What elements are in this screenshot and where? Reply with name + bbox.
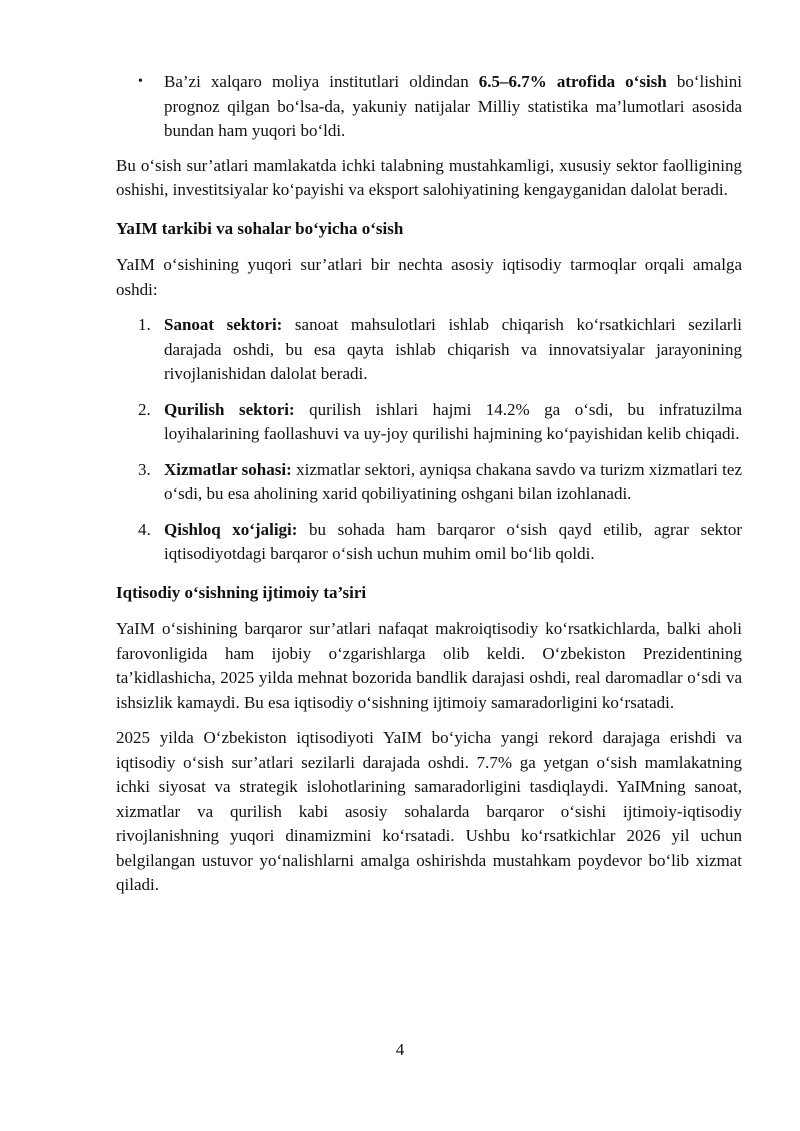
bullet-icon: • — [138, 74, 143, 89]
list-number: 3. — [138, 459, 151, 479]
document-page — [116, 70, 742, 909]
list-item — [116, 458, 742, 507]
list-item — [116, 70, 742, 144]
list-item-text: sanoat mahsulotlari ishlab chiqarish ko‘rsatkichlari sezilarli darajada oshdi, bu esa qayta ishlab chiqarish va innovatsiyalar jarayonining rivojlanishidan dalolat beradi. — [164, 315, 742, 383]
sectors-list — [116, 313, 742, 567]
list-item-text: xizmatlar sektori, ayniqsa chakana savdo va turizm xizmatlari tez o‘sdi, bu esa aholining xarid qobiliyatining oshgani bilan izohlanadi. — [164, 459, 742, 503]
list-item — [116, 313, 742, 387]
paragraph-structure: YaIM o‘sishining yuqori sur’atlari bir nechta asosiy iqtisodiy tarmoqlar orqali amalga oshdi: — [116, 255, 742, 299]
bullet-text-end: bo‘lishini prognoz qilgan bo‘lsa-da, yakuniy natijalar Milliy statistika ma’lumotlari asosida bundan ham yuqori bo‘ldi. — [164, 72, 742, 140]
paragraph-growth: Bu o‘sish sur’atlari mamlakatda ichki talabning mustahkamligi, xususiy sektor faolligining oshishi, investitsiyalar ko‘payishi va eksport salohiyatining kengayganidan dalolat beradi. — [116, 155, 742, 199]
list-number: 1. — [138, 315, 151, 334]
list-number: 4. — [138, 519, 151, 539]
list-item-title: Qishloq xo‘jaligi: — [164, 519, 298, 539]
page-number: 4 — [395, 1040, 405, 1059]
bullet-list — [116, 70, 742, 144]
list-item-text: bu sohada ham barqaror o‘sish qayd etilib, agrar sektor iqtisodiyotdagi barqaror o‘sish uchun muhim omil bo‘lib qoldi. — [164, 519, 742, 563]
list-item — [116, 518, 742, 567]
paragraph-conclusion: 2025 yilda O‘zbekiston iqtisodiyoti YaIM bo‘yicha yangi rekord darajaga erishdi va iqtisodiy o‘sish sur’atlari sezilarli darajada oshdi. 7.7% ga yetgan o‘sish mamlakatning ichki siyosat va strategik islohotlarining samaradorligini tasdiqlaydi. YaIMning sanoat, xizmatlar va qurilish kabi asosiy sohalarda barqaror o‘sishi ijtimoiy-iqtisodiy rivojlanishning yuqori dinamizmini ko‘rsatadi. Ushbu ko‘rsatkichlar 2026 yil uchun belgilangan ustuvor yo‘nalishlarni amalga oshirishda mustahkam poydevor bo‘lib xizmat qiladi. — [116, 728, 742, 894]
list-item-title: Sanoat sektori: — [164, 315, 283, 334]
bullet-text-start: Ba’zi xalqaro moliya institutlari oldindan — [164, 72, 479, 91]
bullet-text-bold: 6.5–6.7% atrofida o‘sish — [478, 72, 667, 91]
list-item — [116, 398, 742, 447]
list-item-text: qurilish ishlari hajmi 14.2% ga o‘sdi, bu infratuzilma loyihalarining faollashuvi va uy-joy qurilishi hajmining ko‘payishidan kelib chiqadi. — [164, 399, 743, 443]
list-item-title: Qurilish sektori: — [164, 399, 295, 419]
section-heading-structure: YaIM tarkibi va sohalar bo‘yicha o‘sish — [116, 218, 404, 238]
paragraph-social: YaIM o‘sishining barqaror sur’atlari nafaqat makroiqtisodiy ko‘rsatkichlarda, balki aholi farovonligida ham ijobiy o‘zgarishlarga olib keldi. O‘zbekiston Prezidentining ta’kidlashicha, 2025 yilda mehnat bozorida bandlik darajasi oshdi, real daromadlar o‘sdi va ishsizlik kamaydi. Bu esa iqtisodiy o‘sishning ijtimoiy samaradorligini ko‘rsatadi. — [116, 619, 742, 712]
section-heading-social: Iqtisodiy o‘sishning ijtimoiy ta’siri — [116, 582, 367, 602]
list-item-title: Xizmatlar sohasi: — [164, 459, 292, 479]
list-number: 2. — [138, 399, 151, 419]
